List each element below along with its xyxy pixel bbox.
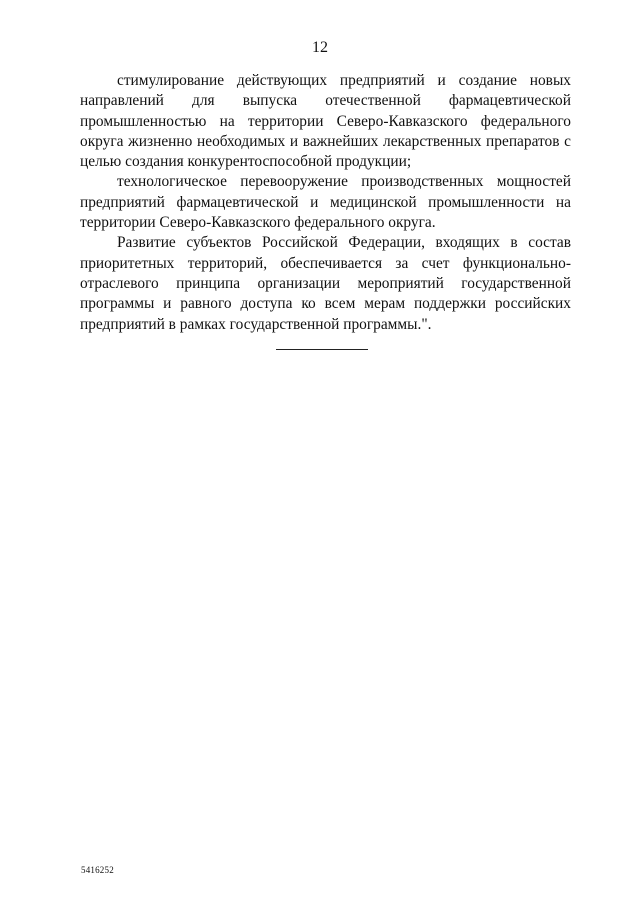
- end-of-text-rule: [276, 349, 368, 350]
- paragraph-regional-development: Развитие субъектов Российской Федерации, входящих в состав приоритетных территорий, обеспечивается за счет функционально-отраслевого принципа организации мероприятий государственной программы и равного доступа ко всем мерам поддержки российских предприятий в рамках государственной программы.".: [80, 234, 571, 333]
- page-number: 12: [312, 39, 328, 56]
- paragraph-pharma-support: стимулирование действующих предприятий и создание новых направлений для выпуска отечественной фармацевтической промышленностью на территории Северо-Кавказского федерального округа жизненно необходимых и важнейших лекарственных препаратов с целью создания конкурентоспособной продукции;: [80, 72, 571, 171]
- document-code: 5416252: [81, 865, 114, 875]
- paragraph-technological-reequipment: технологическое перевооружение производственных мощностей предприятий фармацевтической и медицинской промышленности на территории Северо-Кавказского федерального округа.: [80, 173, 571, 232]
- document-body: [80, 71, 571, 335]
